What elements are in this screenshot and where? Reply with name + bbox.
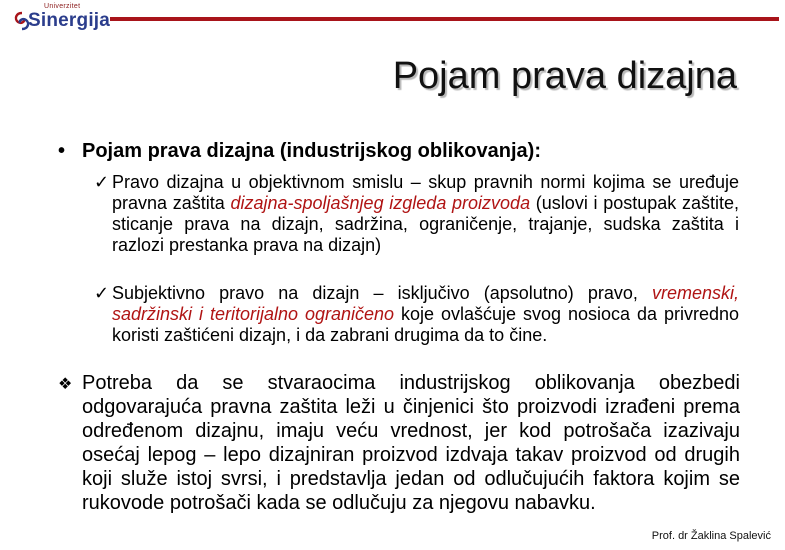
sub-item-text — [112, 283, 739, 346]
author-footer: Prof. dr Žaklina Spalević — [651, 530, 771, 542]
university-logo — [8, 2, 118, 36]
sub-text-before: Pravo dizajna u objektivnom smislu – skup pravnih normi kojima se uređuje pravna zaštita — [112, 172, 739, 213]
checkmark-icon: ✓ — [94, 283, 110, 303]
sub-text-after: (uslovi i postupak zaštite, sticanje prava na dizajn, sadržina, ograničenje, trajanje, sudska zaštita i razlozi prestanka prava na dizajn) — [112, 193, 740, 255]
logo-name: Sinergija — [28, 10, 111, 31]
slide-title: Pojam prava dizajna — [392, 55, 737, 97]
sub-text-before: Subjektivno pravo na dizajn – isključivo (apsolutno) pravo, — [112, 283, 652, 303]
diamond-bullet-icon: ❖ — [58, 376, 73, 393]
sub-item-text — [112, 172, 739, 256]
main-paragraph-text: Potreba da se stvaraocima industrijskog oblikovanja obezbedi odgovarajuća pravna zaštita leži u činjenici što proizvodi izrađeni prema određenom dizajnu, imaju veću vrednost, jer kod potrošača izazivaju osećaj lepog – lepo dizajniran proizvod izdvaja takav proizvod od drugih koji služe istoj svrsi, i predstavlja jedan od odlučujućih faktora kojim se rukovode potrošači kada se odlučuju za njegovu nabavku. — [82, 372, 740, 514]
sub-text-after: koje ovlašćuje svog nosioca da privredno koristi zaštićeni dizajn, i da zabrani drugima da to čine. — [112, 304, 739, 345]
bullet-dot-icon: • — [58, 140, 66, 162]
bullet-heading-text: Pojam prava dizajna (industrijskog oblikovanja): — [82, 140, 541, 162]
highlight-text: dizajna-spoljašnjeg izgleda proizvoda — [230, 193, 531, 213]
header-divider — [110, 17, 779, 21]
highlight-text: vremenski, sadržinski i teritorijalno ograničeno — [112, 283, 739, 324]
logo-small-text: Univerzitet — [44, 3, 81, 10]
checkmark-icon: ✓ — [94, 172, 110, 192]
